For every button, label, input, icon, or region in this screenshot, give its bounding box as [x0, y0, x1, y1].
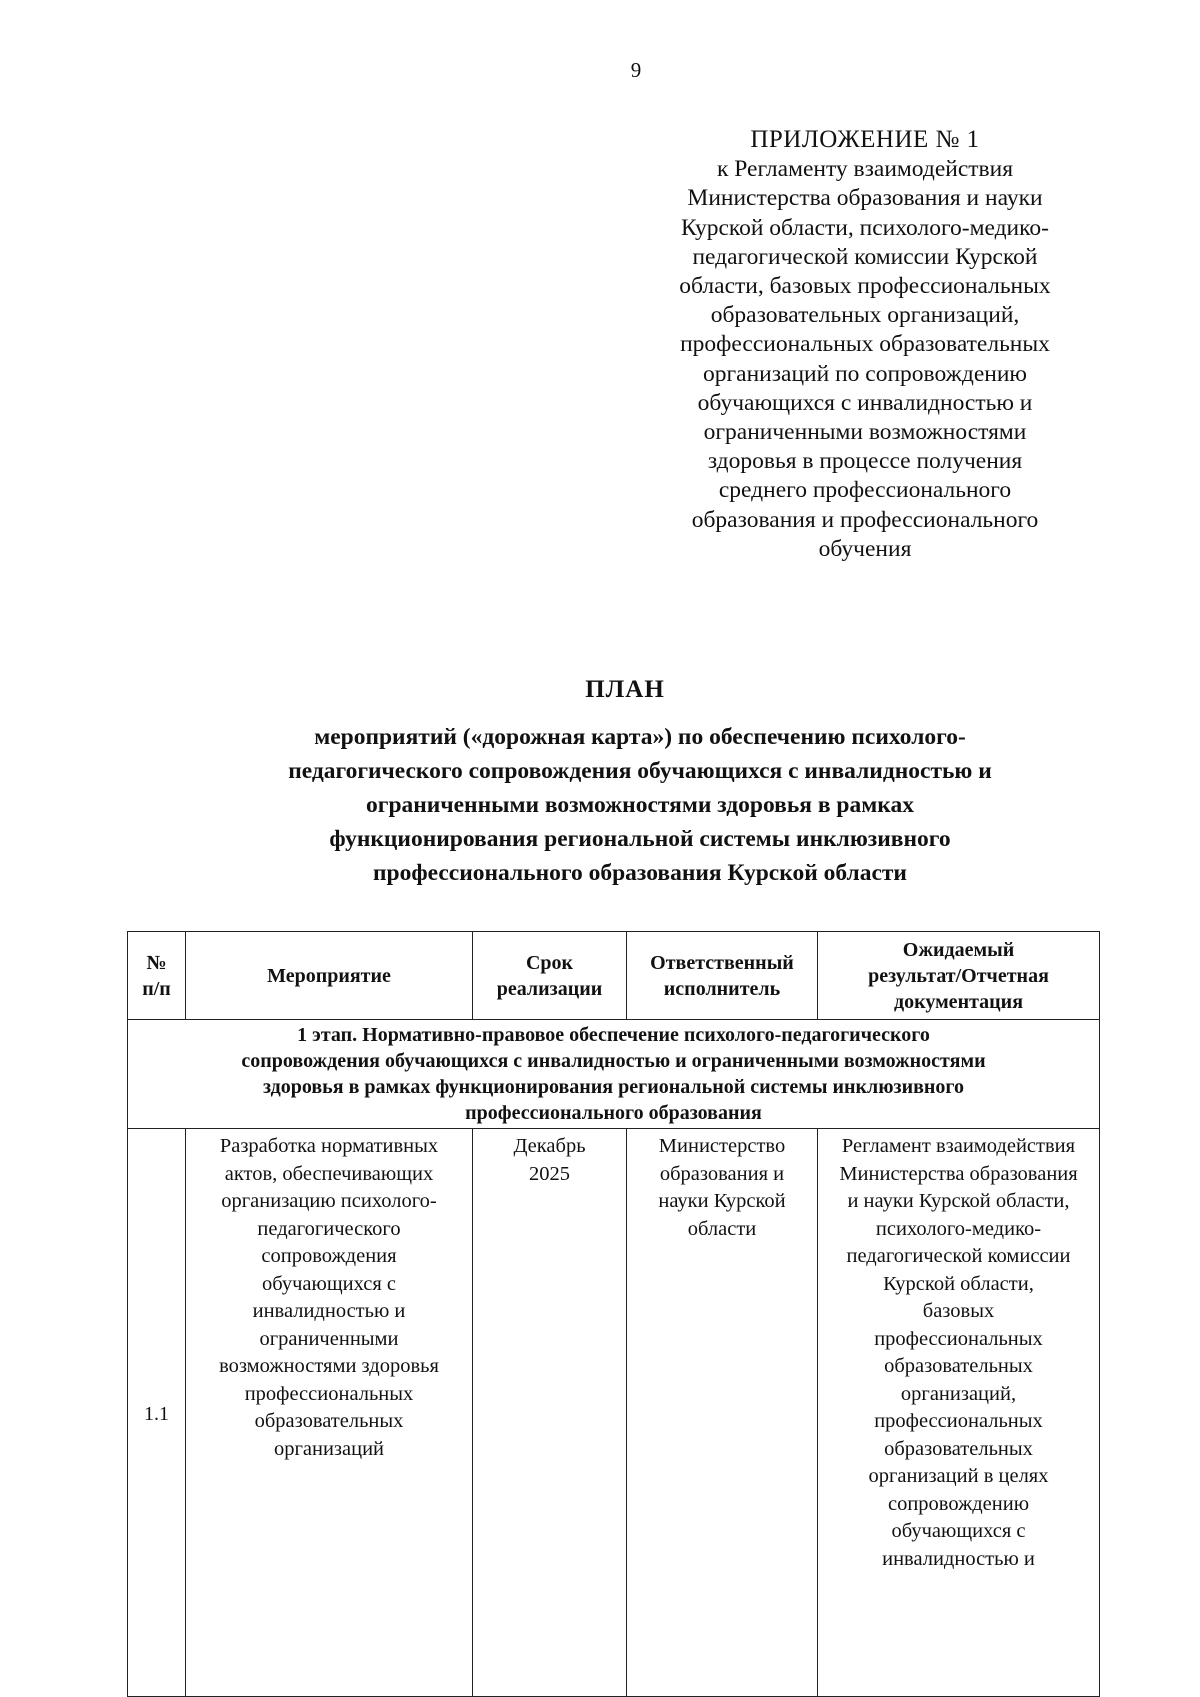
- header-line: Ожидаемый: [902, 938, 1015, 961]
- plan-subtitle-line: функционирования региональной системы инклюзивного: [329, 826, 951, 852]
- stage-line: сопровождения обучающихся с инвалидностью и ограниченными возможностями: [241, 1050, 986, 1072]
- result-line: педагогической комиссии: [846, 1245, 1071, 1267]
- appendix-line: Курской области, психолого-медико-: [681, 214, 1049, 241]
- result-line: Регламент взаимодействия: [841, 1135, 1076, 1157]
- deadline-line: Декабрь: [513, 1135, 586, 1157]
- header-line: п/п: [142, 977, 171, 1000]
- result-line: Курской области,: [883, 1272, 1034, 1295]
- appendix-line: обучающихся с инвалидностью и: [697, 389, 1033, 416]
- header-line: результат/Отчетная: [868, 964, 1049, 987]
- stage-title: [128, 1020, 1100, 1129]
- activity-line: педагогического: [257, 1217, 401, 1240]
- activity-line: актов, обеспечивающих: [224, 1162, 434, 1185]
- table-header-row: [128, 932, 1100, 1020]
- header-line: №: [146, 951, 167, 974]
- page-number: 9: [630, 58, 642, 82]
- appendix-line: образовательных организаций,: [710, 302, 1020, 329]
- plan-table: [127, 931, 1100, 1697]
- activity-line: организаций: [273, 1437, 385, 1460]
- responsible-line: науки Курской: [658, 1190, 786, 1212]
- appendix-line: здоровья в процессе получения: [707, 448, 1023, 475]
- appendix-line: Министерства образования и науки: [687, 185, 1043, 212]
- appendix-line: к Регламенту взаимодействия: [716, 156, 1014, 183]
- stage-line: здоровья в рамках функционирования региональной системы инклюзивного: [262, 1076, 965, 1098]
- header-line: Срок: [525, 951, 574, 974]
- activity-line: обучающихся с: [261, 1272, 397, 1295]
- header-line: реализации: [496, 977, 603, 1000]
- appendix-line: профессиональных образовательных: [680, 331, 1050, 358]
- activity-line: Разработка нормативных: [219, 1135, 439, 1157]
- plan-subtitle-line: ограниченными возможностями здоровья в рамках: [366, 792, 914, 818]
- row-deadline: [473, 1129, 627, 1697]
- result-line: базовых: [922, 1300, 995, 1322]
- result-line: обучающихся с: [891, 1520, 1026, 1542]
- responsible-line: Министерство: [658, 1135, 786, 1157]
- appendix-line: образования и профессионального: [691, 506, 1039, 533]
- row-responsible: [627, 1129, 818, 1697]
- plan-subtitle: [140, 720, 1140, 890]
- appendix-line: организаций по сопровождению: [703, 360, 1027, 387]
- appendix-line: обучения: [818, 535, 912, 562]
- activity-line: возможностями здоровья: [219, 1355, 439, 1377]
- activity-line: организацию психолого-: [221, 1190, 437, 1212]
- appendix-line: среднего профессионального: [718, 477, 1012, 504]
- appendix-line: области, базовых профессиональных: [679, 273, 1051, 300]
- header-line: Мероприятие: [267, 964, 391, 987]
- header-line: Ответственный: [650, 951, 794, 974]
- row-result: [818, 1129, 1100, 1697]
- deadline-line: 2025: [529, 1162, 570, 1185]
- header-number: [128, 932, 186, 1020]
- result-line: профессиональных: [874, 1410, 1043, 1432]
- activity-line: ограниченными: [259, 1327, 399, 1350]
- stage-row: [128, 1020, 1100, 1129]
- activity-line: профессиональных: [244, 1382, 414, 1405]
- header-line: документация: [893, 990, 1024, 1013]
- header-responsible: [627, 932, 818, 1020]
- result-line: и науки Курской области,: [847, 1190, 1070, 1212]
- responsible-line: области: [687, 1217, 757, 1240]
- appendix-block: [645, 125, 1085, 564]
- appendix-line: ограниченными возможностями: [703, 419, 1027, 446]
- appendix-line: педагогической комиссии Курской: [692, 243, 1038, 270]
- result-line: профессиональных: [874, 1327, 1043, 1350]
- row-number: 1.1: [128, 1129, 186, 1697]
- result-line: Министерства образования: [839, 1162, 1078, 1185]
- activity-line: инвалидностью и: [252, 1300, 406, 1322]
- header-activity: [186, 932, 473, 1020]
- result-line: образовательных: [884, 1437, 1033, 1460]
- result-line: организаций,: [900, 1382, 1017, 1405]
- responsible-line: образования и: [659, 1162, 785, 1185]
- activity-line: сопровождения: [261, 1245, 397, 1267]
- activity-line: образовательных: [254, 1410, 404, 1432]
- result-line: психолого-медико-: [875, 1217, 1042, 1240]
- result-line: сопровождению: [887, 1492, 1030, 1515]
- plan-title: ПЛАН: [585, 676, 665, 703]
- result-line: организаций в целях: [868, 1465, 1049, 1487]
- header-deadline: [473, 932, 627, 1020]
- result-line: образовательных: [884, 1355, 1033, 1377]
- header-result: [818, 932, 1100, 1020]
- plan-subtitle-line: профессионального образования Курской области: [373, 860, 907, 886]
- plan-subtitle-line: мероприятий («дорожная карта») по обеспечению психолого-: [314, 724, 966, 750]
- result-line: инвалидностью и: [882, 1547, 1035, 1570]
- header-line: исполнитель: [663, 977, 781, 1000]
- row-activity: [186, 1129, 473, 1697]
- table-row: [128, 1129, 1100, 1697]
- stage-line: профессионального образования: [465, 1102, 762, 1124]
- appendix-heading: ПРИЛОЖЕНИЕ № 1: [750, 126, 980, 153]
- stage-line: 1 этап. Нормативно-правовое обеспечение психолого-педагогического: [297, 1024, 930, 1046]
- plan-subtitle-line: педагогического сопровождения обучающихся с инвалидностью и: [288, 758, 992, 784]
